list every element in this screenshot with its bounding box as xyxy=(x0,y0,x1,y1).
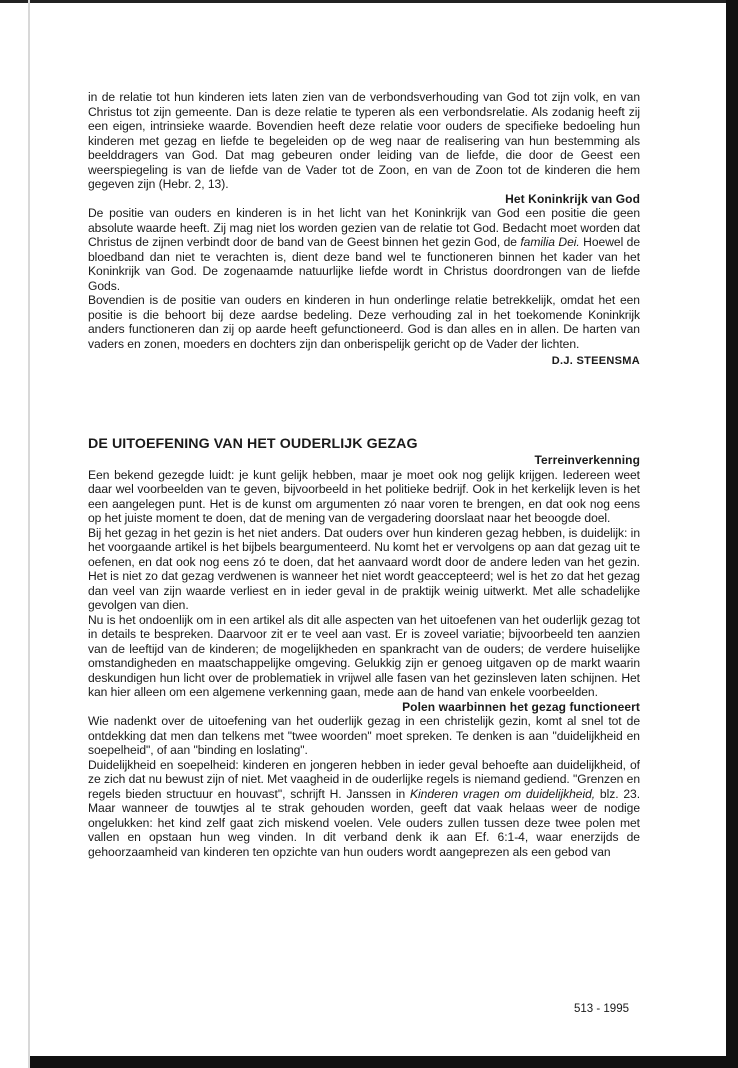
article1-subheading-koninkrijk: Het Koninkrijk van God xyxy=(505,191,640,206)
article1-paragraph-2 xyxy=(88,206,640,293)
article1-paragraph-3: Bovendien is de positie van ouders en kinderen in hun onderlinge relatie betrekkelijk, omdat het een positie is die behoort bij deze aardse bedeling. Deze verhouding zal in het toekomende Koninkrijk anders functioneren dan zij op aarde heeft gefunctioneerd. God is dan alles en in allen. De harten van vaders en zonen, moeders en dochters zijn dan onberispelijk gericht op de Vader der lichten. xyxy=(88,293,640,351)
author-signature: D.J. STEENSMA xyxy=(551,355,640,367)
article2-paragraph-4: Wie nadenkt over de uitoefening van het ouderlijk gezag in een christelijk gezin, komt al snel tot de ontdekking dat men dan telkens met "twee woorden" moet spreken. Te denken is aan "duidelijkheid en soepelheid", of aan "binding en loslating". xyxy=(88,714,640,757)
article-separator xyxy=(88,368,640,436)
article2-subheading-polen: Polen waarbinnen het gezag functioneert xyxy=(402,699,640,714)
scan-right-edge xyxy=(726,0,738,1068)
page-number: 513 - 1995 xyxy=(574,1003,629,1015)
italic-term: familia Dei. xyxy=(520,235,580,249)
paragraph-text: blz. 23. Maar wanneer de touwtjes al te strak gehouden worden, geeft dat vaak helaas weer de nodige ongelukken: het kind zelf gaat zich miskend voelen. Vele ouders zullen tussen deze twee polen met vallen en opstaan hun weg vinden. In dit verband denk ik aan Ef. 6:1-4, waar enerzijds de gehoorzaamheid van kinderen ten opzichte van hun ouders wordt aangeprezen als een gebod van xyxy=(88,786,641,859)
italic-book-title: Kinderen vragen om duidelijkheid, xyxy=(410,786,596,801)
page-content xyxy=(88,90,640,859)
article2-paragraph-1: Een bekend gezegde luidt: je kunt gelijk hebben, maar je moet ook nog gelijk krijgen. Iedereen weet daar wel voorbeelden van te geven, bijvoorbeeld in het politieke bedrijf. Ook in het kerkelijk leven is het een aangelegen punt. Het is de kunst om argumenten zó naar voren te brengen, en dat ook nog eens op het juiste moment te doen, dat de mening van de vergadering doorslaat naar het beoogde doel. xyxy=(88,467,640,525)
article2-paragraph-3: Nu is het ondoenlijk om in een artikel als dit alle aspecten van het uitoefenen van het ouderlijk gezag tot in details te bespreken. Daarvoor zit er te veel aan vast. Er is zoveel variatie; bijvoorbeeld ten aanzien van de leeftijd van de kinderen; de mogelijkheden en spankracht van de ouders; de verdere huiselijke omstandigheden en maatschappelijke omgeving. Gelukkig zijn er genoeg uitgaven op de markt waarin deskundigen hun licht over de problematiek in vrijwel alle fasen van het gezinsleven laten schijnen. Het kan hier alleen om een algemene verkenning gaan, mede aan de hand van enkele voorbeelden. xyxy=(88,612,640,699)
article1-paragraph-1: in de relatie tot hun kinderen iets laten zien van de verbondsverhouding van God tot zijn volk, en van Christus tot zijn gemeente. Dan is deze relatie te typeren als een verbondsrelatie. Als zodanig heeft zij een eigen, intrinsieke waarde. Bovendien heeft deze relatie voor ouders de specifieke bedoeling hun kinderen met gezag en liefde te begeleiden op de weg naar de realisering van hun bestemming als beelddragers van God. Dat mag gebeuren onder leiding van de liefde, die door de Geest een weerspiegeling is van de liefde van de Vader tot de Zoon, en van de Zoon tot de kinderen die hem gegeven zijn (Hebr. 2, 13). xyxy=(88,90,640,191)
scan-left-edge xyxy=(28,0,30,1068)
scan-bottom-edge xyxy=(30,1056,738,1068)
scan-top-edge xyxy=(0,0,738,3)
article2-title: DE UITOEFENING VAN HET OUDERLIJK GEZAG xyxy=(88,436,418,452)
article2-subheading-terreinverkenning: Terreinverkenning xyxy=(534,453,640,467)
article2-paragraph-2: Bij het gezag in het gezin is het niet anders. Dat ouders over hun kinderen gezag hebben, is duidelijk: in het voorgaande artikel is het bijbels beargumenteerd. Nu komt het er vervolgens op aan dat gezag uit te oefenen, en dat ook nog eens zó te doen, dat het aanvaard wordt door de andere leden van het gezin. Het is niet zo dat gezag verdwenen is wanneer het niet wordt geaccepteerd; wel is het zo dat het gezag dan veel van zijn waarde verliest en in ieder geval in de praktijk weinig uitwerkt. Met alle schadelijke gevolgen van dien. xyxy=(88,525,640,612)
article2-paragraph-5 xyxy=(88,758,640,860)
paragraph-text: De positie van ouders en kinderen is in het licht van het Koninkrijk van God een positie die geen absolute waarde heeft. Zij mag niet los worden gezien van de relatie tot God. Bedacht moet worden dat Christus de zijnen verbindt door de band van de Geest binnen het gezin God, de xyxy=(88,206,640,249)
paragraph-text: Duidelijkheid en soepelheid: kinderen en jongeren hebben in ieder geval behoefte aan duidelijkheid, of ze zich dat nu bewust zijn of niet. Met vaagheid in de ouderlijke regels is niemand gediend. "Grenzen en regels bieden structuur en houvast", schrijft H. Janssen in xyxy=(88,757,640,801)
paragraph-text: Hoewel de bloedband dan niet te verachten is, dient deze band wel te functioneren binnen het kader van het Koninkrijk van God. De zogenaamde natuurlijke liefde wordt in Christus doordrongen van de liefde Gods. xyxy=(88,235,641,293)
